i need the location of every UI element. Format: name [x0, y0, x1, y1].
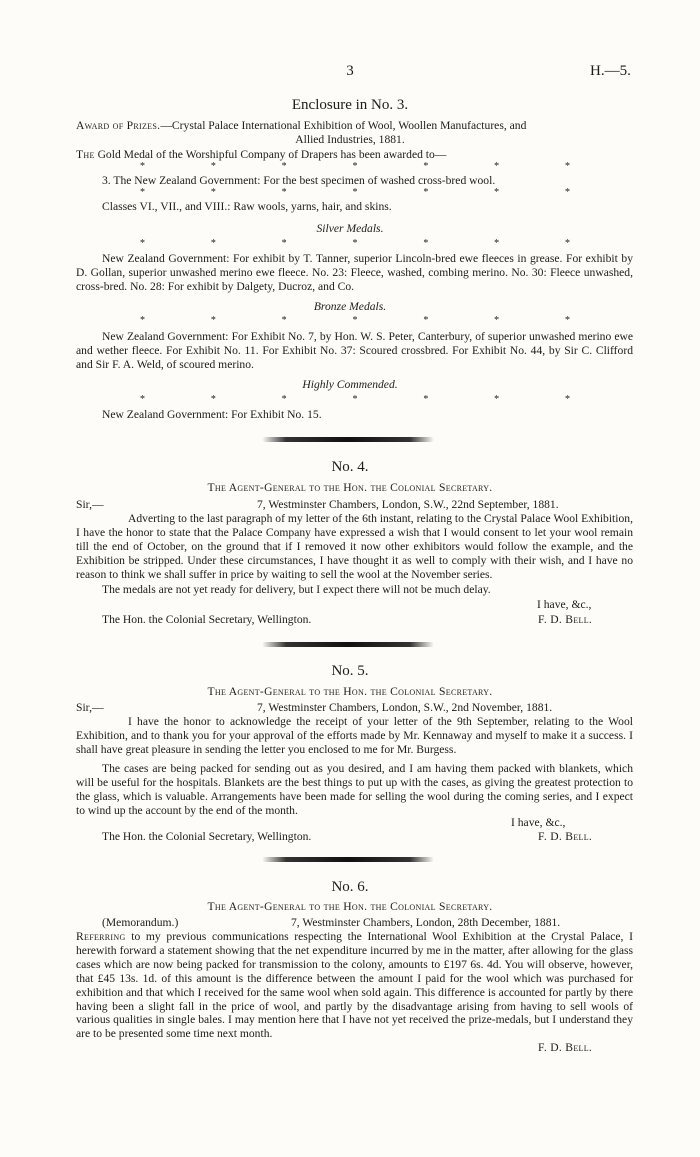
- classes-line: Classes VI., VII., and VIII.: Raw wools, yarns, hair, and skins.: [102, 200, 392, 213]
- letter4-closing: I have, &c.,: [537, 598, 592, 611]
- letter6-memorandum: (Memorandum.): [102, 916, 179, 929]
- gold-medal-line: [76, 148, 446, 162]
- letter4-body: Adverting to the last paragraph of my letter of the 6th instant, relating to the Crystal Palace Wool Exhibition, I have the honor to state that the Palace Company have expressed a wish that I would consent to let your wool remain till the end of October, on the ground that if I removed it now other exhibitors would follow the example, and the Exhibition be stripped. Under these circumstances, I have thought it as well to comply with their wish, and I have no reason to think we shall suffer in price by waiting to sell the wool at the November series.: [76, 512, 633, 581]
- letter4-address: 7, Westminster Chambers, London, S.W., 22nd September, 1881.: [257, 498, 559, 511]
- letter6-from-to: The Agent-General to the Hon. the Colonial Secretary.: [207, 900, 493, 913]
- gold-lead: The: [76, 148, 95, 161]
- letter6-lead: Referring: [76, 930, 126, 943]
- letter5-heading: No. 5.: [331, 663, 369, 679]
- section-divider: [262, 857, 434, 862]
- award-text-line2: Allied Industries, 1881.: [295, 133, 405, 146]
- gold-text: Gold Medal of the Worshipful Company of Drapers has been awarded to—: [97, 148, 447, 161]
- section-divider: [262, 642, 434, 647]
- letter6-heading: No. 6.: [331, 879, 369, 895]
- nz-award-line: 3. The New Zealand Government: For the best specimen of washed cross-bred wool.: [102, 174, 496, 187]
- omission-stars: * * * * * * *: [140, 187, 570, 198]
- letter5-body: I have the honor to acknowledge the receipt of your letter of the 9th September, relating to the Wool Exhibition, and to thank you for your approval of the efforts made by Mr. Kennaway and myself to make it a success. I shall have great pleasure in sending the letter you enclosed to me for Mr. Burgess.: [76, 715, 633, 756]
- omission-stars: * * * * * * *: [140, 315, 570, 326]
- letter4-addressee: The Hon. the Colonial Secretary, Wellington.: [102, 613, 312, 626]
- section-divider: [262, 437, 434, 442]
- page-number: 3: [346, 63, 354, 79]
- letter5-body-2: The cases are being packed for sending out as you desired, and I am having them packed with blankets, which will be useful for the hospitals. Blankets are the best things to put up with the cases, as giving the greatest protection to the glass, which is valuable. Arrangements have been made for selling the wool during the coming series, and I expect to wind up the account by the end of the month.: [76, 762, 633, 817]
- letter5-from-to: The Agent-General to the Hon. the Colonial Secretary.: [207, 685, 493, 698]
- letter6-signature: F. D. Bell.: [538, 1041, 593, 1054]
- letter4-from-to: The Agent-General to the Hon. the Colonial Secretary.: [207, 481, 493, 494]
- letter5-address: 7, Westminster Chambers, London, S.W., 2nd November, 1881.: [257, 701, 553, 714]
- award-paragraph: [76, 119, 633, 133]
- letter4-signature: F. D. Bell.: [538, 613, 593, 626]
- highly-commended-heading: Highly Commended.: [302, 378, 398, 391]
- highly-commended-text: New Zealand Government: For Exhibit No. 15.: [102, 408, 322, 421]
- bronze-medals-heading: Bronze Medals.: [313, 300, 387, 313]
- silver-medals-heading: Silver Medals.: [316, 222, 384, 235]
- letter5-addressee: The Hon. the Colonial Secretary, Wellington.: [102, 830, 312, 843]
- parliamentary-reference: H.—5.: [590, 63, 631, 79]
- enclosure-heading: Enclosure in No. 3.: [291, 97, 409, 113]
- letter4-salutation: Sir,—: [76, 498, 104, 511]
- bronze-medals-text: New Zealand Government: For Exhibit No. 7, by Hon. W. S. Peter, Canterbury, of superior unwashed merino ewe and wether fleece. For Exhibit No. 11. For Exhibit No. 37: Scoured crossbred. For Exhibit No. 44, by Sir C. Clifford and Sir F. A. Weld, of scoured merino.: [76, 330, 633, 371]
- letter5-salutation: Sir,—: [76, 701, 104, 714]
- letter4-body-2: The medals are not yet ready for delivery, but I expect there will not be much delay.: [102, 583, 491, 596]
- letter4-heading: No. 4.: [331, 459, 369, 475]
- silver-medals-text: New Zealand Government: For exhibit by T. Tanner, superior Lincoln-bred ewe fleeces in grease. For exhibit by D. Gollan, superior unwashed merino ewe fleece. No. 23: Fleece, washed, combing merino. No. 30: Fleece unwashed, cross-bred. No. 28: For exhibit by Dalgety, Ducroz, and Co.: [76, 252, 633, 293]
- letter6-text: to my previous communications respecting the International Wool Exhibition at the Crystal Palace, I herewith forward a statement showing that the net expenditure incurred by me in the matter, after allowing for the glass cases which are now being packed for transmission to the colony, amounts to £197 6s. 4d. You will observe, however, that £45 13s. 1d. of this amount is the difference between the amount I paid for the wool which was purchased for exhibition and that which I received for the same wool when sold again. This difference is accounted for partly by there having been a slight fall in the price of wool, and partly by the disadvantage arising from having to sell wools of various qualities in single bales. I may mention here that I have not yet received the prize-medals, but I understand they are to be presented some time next month.: [76, 930, 633, 1041]
- award-lead: Award of Prizes.: [76, 119, 161, 132]
- letter6-body: [76, 930, 633, 1041]
- award-text-line1: —Crystal Palace International Exhibition of Wool, Woollen Manufactures, and: [160, 119, 527, 132]
- letter6-address: 7, Westminster Chambers, London, 28th December, 1881.: [291, 916, 561, 929]
- letter5-signature: F. D. Bell.: [538, 830, 593, 843]
- letter5-closing: I have, &c.,: [511, 816, 566, 829]
- omission-stars: * * * * * * *: [140, 394, 570, 405]
- omission-stars: * * * * * * *: [140, 161, 570, 172]
- omission-stars: * * * * * * *: [140, 238, 570, 249]
